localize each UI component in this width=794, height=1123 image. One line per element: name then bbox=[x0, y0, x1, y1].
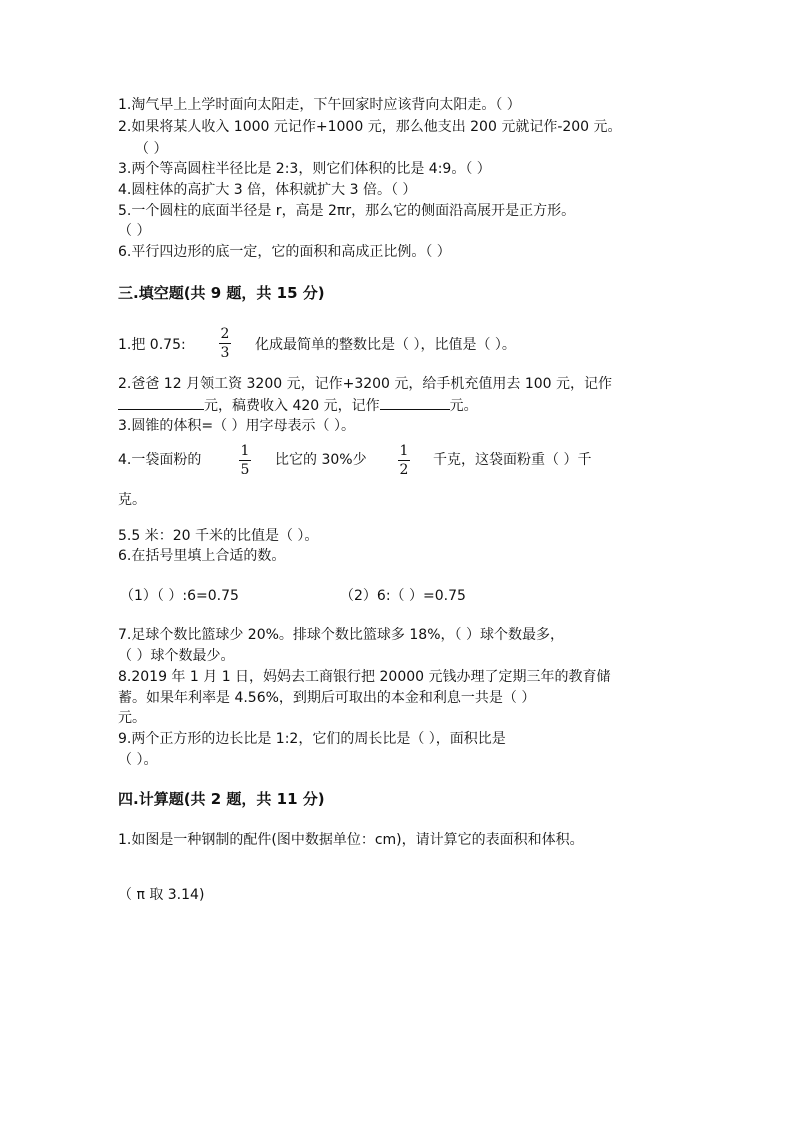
fill-q2-text-b: 元。 bbox=[449, 398, 478, 414]
judgement-item-3: 3.两个等高圆柱半径比是 2:3，则它们体积的比是 4:9。（ ） bbox=[118, 161, 491, 177]
section-3-title: 三.填空题(共 9 题，共 15 分) bbox=[118, 284, 325, 302]
fill-q2-line1: 2.爸爸 12 月领工资 3200 元，记作+3200 元，给手机充值用去 100 元，记作 bbox=[118, 376, 613, 392]
fill-q9-line2: （ ）。 bbox=[118, 752, 158, 768]
fill-q8-line1: 8.2019 年 1 月 1 日，妈妈去工商银行把 20000 元钱办理了定期三年的教育储 bbox=[118, 669, 611, 685]
fill-q1-suffix: 化成最简单的整数比是（ ），比值是（ ）。 bbox=[255, 337, 516, 353]
calc-pi-note: （ π 取 3.14) bbox=[118, 887, 205, 903]
answer-blank[interactable] bbox=[380, 395, 450, 410]
judgement-item-2-answer: （ ） bbox=[135, 141, 168, 157]
fill-q2-text-a: 元，稿费收入 420 元，记作 bbox=[204, 398, 380, 414]
fill-q8-line2: 蓄。如果年利率是 4.56%，到期后可取出的本金和利息一共是（ ） bbox=[118, 690, 536, 706]
judgement-item-4: 4.圆柱体的高扩大 3 倍，体积就扩大 3 倍。（ ） bbox=[118, 182, 417, 198]
fill-q3: 3.圆锥的体积=（ ）用字母表示（ ）。 bbox=[118, 418, 355, 434]
fraction-numerator: 1 bbox=[240, 443, 250, 459]
fill-q6-part2: （2）6:（ ）=0.75 bbox=[340, 588, 466, 604]
answer-blank[interactable] bbox=[118, 395, 204, 410]
fill-q6: 6.在括号里填上合适的数。 bbox=[118, 548, 286, 564]
fraction-numerator: 1 bbox=[399, 443, 409, 459]
calc-q1: 1.如图是一种钢制的配件(图中数据单位：cm)，请计算它的表面积和体积。 bbox=[118, 832, 584, 848]
fraction-numerator: 2 bbox=[220, 326, 230, 342]
fill-q1-prefix: 1.把 0.75: bbox=[118, 337, 186, 353]
fraction-two-thirds bbox=[219, 326, 231, 361]
fill-q7-line1: 7.足球个数比篮球少 20%。排球个数比篮球多 18%，（ ）球个数最多， bbox=[118, 627, 564, 643]
fill-q4-suffix: 千克，这袋面粉重（ ）千 bbox=[433, 452, 592, 468]
fraction-denominator: 3 bbox=[220, 345, 230, 361]
fill-q6-part1: （1）（ ）:6=0.75 bbox=[120, 588, 239, 604]
fill-q2-line2 bbox=[118, 395, 478, 416]
fraction-one-fifth bbox=[239, 443, 251, 478]
fill-q4-prefix: 4.一袋面粉的 bbox=[118, 452, 202, 468]
section-4-title: 四.计算题(共 2 题，共 11 分) bbox=[118, 790, 325, 808]
fill-q5: 5.5 米：20 千米的比值是（ ）。 bbox=[118, 528, 319, 544]
fill-q8-line3: 元。 bbox=[118, 710, 146, 726]
fill-q4-mid: 比它的 30%少 bbox=[275, 452, 367, 468]
fraction-denominator: 2 bbox=[399, 462, 409, 478]
fraction-denominator: 5 bbox=[240, 462, 250, 478]
fill-q7-line2: （ ）球个数最少。 bbox=[118, 648, 235, 664]
judgement-item-1: 1.淘气早上上学时面向太阳走，下午回家时应该背向太阳走。（ ） bbox=[118, 97, 521, 113]
judgement-item-2: 2.如果将某人收入 1000 元记作+1000 元，那么他支出 200 元就记作-200 元。 bbox=[118, 119, 622, 135]
judgement-item-6: 6.平行四边形的底一定，它的面积和高成正比例。（ ） bbox=[118, 244, 451, 260]
judgement-item-5-answer: （ ） bbox=[118, 223, 151, 239]
fill-q4-line2: 克。 bbox=[118, 492, 146, 508]
fraction-one-half bbox=[398, 443, 410, 478]
judgement-item-5: 5.一个圆柱的底面半径是 r，高是 2πr，那么它的侧面沿高展开是正方形。 bbox=[118, 203, 576, 219]
fill-q9-line1: 9.两个正方形的边长比是 1:2，它们的周长比是（ ），面积比是 bbox=[118, 731, 506, 747]
